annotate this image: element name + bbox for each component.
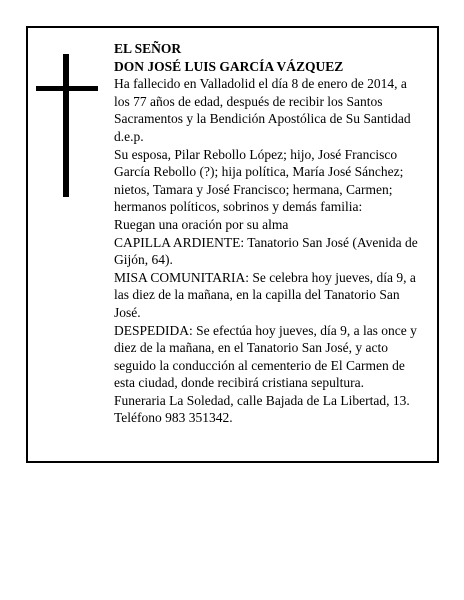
farewell-info: DESPEDIDA: Se efectúa hoy jueves, día 9, a las once y diez de la mañana, en el Tanatorio San José, y acto seguido la conducción al cementerio de El Carmen de esta ciudad, donde recibirá cristiana sepultura. <box>114 322 417 391</box>
deceased-name: DON JOSÉ LUIS GARCÍA VÁZQUEZ <box>114 58 344 74</box>
obituary-text <box>114 40 425 427</box>
cross-horizontal-bar <box>36 86 98 91</box>
cross-vertical-bar <box>63 54 69 197</box>
title-line-1: EL SEÑOR <box>114 41 182 56</box>
family-list: Su esposa, Pilar Rebollo López; hijo, José Francisco García Rebollo (?); hija política, María José Sánchez; nietos, Tamara y José Francisco; hermana, Carmen; hermanos políticos, sobrinos y demás familia: <box>114 146 404 215</box>
prayer-request: Ruegan una oración por su alma <box>114 216 289 232</box>
mass-info: MISA COMUNITARIA: Se celebra hoy jueves, día 9, a las diez de la mañana, en la capilla del Tanatorio San José. <box>114 269 416 320</box>
death-announcement: Ha fallecido en Valladolid el día 8 de enero de 2014, a los 77 años de edad, después de recibir los Santos Sacramentos y la Bendición Apostólica de Su Santidad d.e.p. <box>114 76 411 144</box>
latin-cross-icon <box>36 54 98 197</box>
funeral-home-info: Funeraria La Soledad, calle Bajada de La Libertad, 13. Teléfono 983 351342. <box>114 392 410 426</box>
chapel-info: CAPILLA ARDIENTE: Tanatorio San José (Avenida de Gijón, 64). <box>114 234 418 268</box>
